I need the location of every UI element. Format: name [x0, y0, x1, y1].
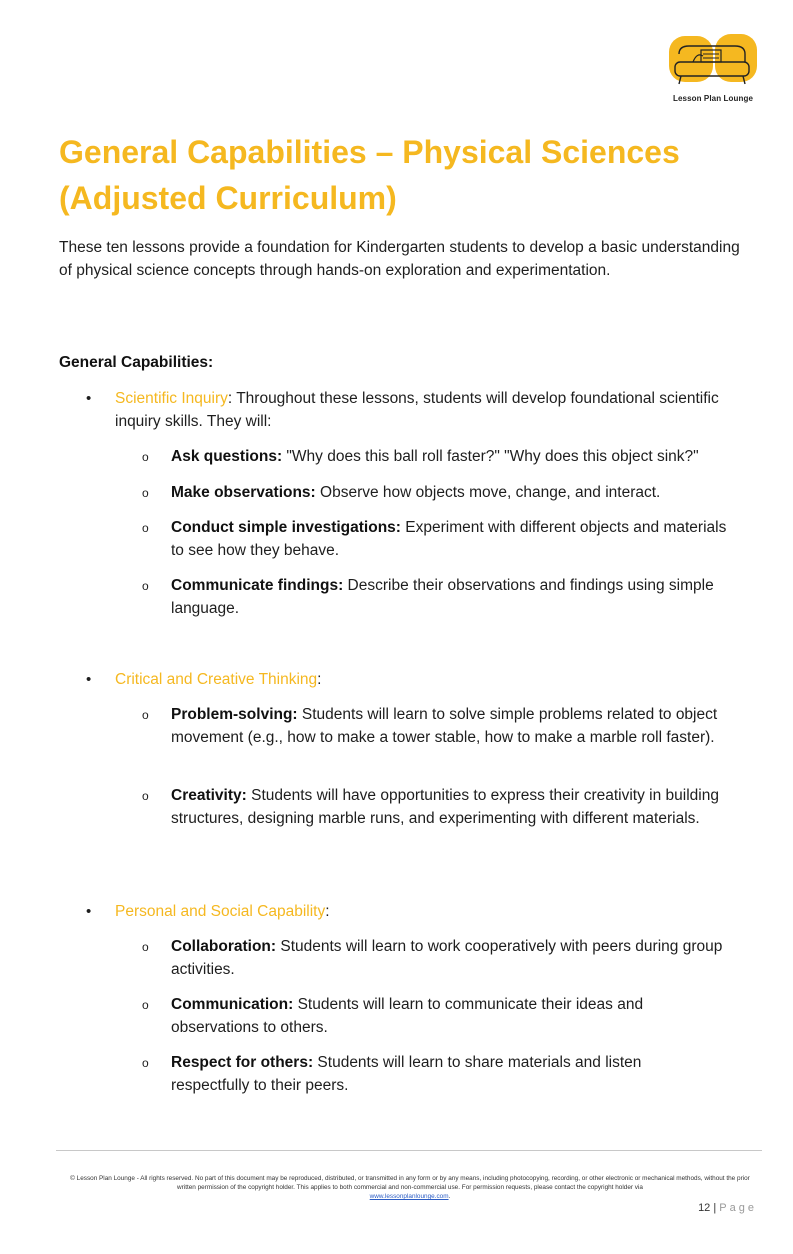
sub-item-text — [171, 784, 751, 830]
sub-item-term: Respect for others: — [171, 1054, 314, 1071]
sub-item-term: Collaboration: — [171, 938, 277, 955]
footer-legal-notice — [60, 1174, 760, 1201]
sub-item-text — [171, 445, 781, 468]
capability-desc: : Throughout these lessons, students will develop foundational scientific inquiry skills. They will: — [115, 390, 719, 430]
sub-item-desc: Describe their observations and findings using simple language. — [171, 577, 714, 617]
capability-name: Personal and Social Capability — [115, 903, 326, 920]
page-separator: | — [713, 1202, 717, 1214]
circle-bullet-icon: o — [142, 486, 149, 500]
bullet-icon: • — [86, 903, 92, 920]
legal-text: © Lesson Plan Lounge - All rights reserved. No part of this document may be reproduced, distributed, or transmitted in any form or by any means, including photocopying, recording, or other electronic or mechanical methods, without the prior written permission of the copyright holder. This applies to both commercial and non-commercial use. For permission requests, please contact the copyright holder via — [70, 1175, 750, 1191]
bullet-icon: • — [86, 671, 92, 688]
footer-period: . — [448, 1193, 451, 1200]
sub-item-text — [171, 993, 716, 1039]
capability-text — [115, 668, 735, 691]
sub-item-desc: Students will learn to communicate their ideas and observations to others. — [171, 996, 644, 1036]
general-capabilities-heading: General Capabilities: — [59, 354, 214, 371]
sub-item-term: Make observations: — [171, 484, 316, 501]
sub-item-text — [171, 1051, 716, 1097]
sub-item-text — [171, 574, 731, 620]
capability-desc: : — [325, 903, 330, 920]
sub-item-desc: Experiment with different objects and materials to see how they behave. — [171, 519, 727, 559]
sub-item-term: Problem-solving: — [171, 706, 298, 723]
capability-name: Critical and Creative Thinking — [115, 671, 318, 688]
sub-item-desc: "Why does this ball roll faster?" "Why does this object sink?" — [282, 448, 699, 465]
sub-item-term: Communication: — [171, 996, 294, 1013]
brand-name: Lesson Plan Lounge — [672, 94, 754, 103]
sub-item-term: Ask questions: — [171, 448, 283, 465]
capability-text — [115, 900, 735, 923]
sub-item-term: Conduct simple investigations: — [171, 519, 401, 536]
sub-item-text — [171, 935, 746, 981]
sub-item-text — [171, 703, 746, 749]
circle-bullet-icon: o — [142, 940, 149, 954]
sub-item-text — [171, 516, 731, 562]
circle-bullet-icon: o — [142, 789, 149, 803]
page-number — [698, 1202, 757, 1214]
intro-paragraph: These ten lessons provide a foundation for Kindergarten students to develop a basic understanding of physical science concepts through hands-on exploration and experimentation. — [59, 239, 740, 279]
sub-item-desc: Students will have opportunities to express their creativity in building structures, designing marble runs, and experimenting with different materials. — [171, 787, 719, 827]
sub-item-desc: Students will learn to work cooperatively with peers during group activities. — [171, 938, 723, 978]
circle-bullet-icon: o — [142, 708, 149, 722]
footer-divider — [56, 1150, 762, 1151]
page-word: Page — [719, 1202, 757, 1214]
circle-bullet-icon: o — [142, 579, 149, 593]
sub-item-desc: Students will learn to solve simple problems related to object movement (e.g., how to make a tower stable, how to make a marble roll faster). — [171, 706, 718, 746]
capability-name: Scientific Inquiry — [115, 390, 228, 407]
circle-bullet-icon: o — [142, 450, 149, 464]
page-number-value: 12 — [698, 1202, 711, 1214]
capability-desc: : — [317, 671, 322, 688]
sofa-icon — [669, 32, 757, 92]
page-title: General Capabilities – Physical Sciences (Adjusted Curriculum) — [59, 134, 680, 216]
sub-item-term: Creativity: — [171, 787, 247, 804]
sub-item-term: Communicate findings: — [171, 577, 344, 594]
sub-item-text — [171, 481, 761, 504]
sub-item-desc: Observe how objects move, change, and interact. — [315, 484, 661, 501]
website-link[interactable]: www.lessonplanlounge.com — [369, 1193, 449, 1200]
brand-logo — [665, 32, 761, 106]
circle-bullet-icon: o — [142, 521, 149, 535]
circle-bullet-icon: o — [142, 998, 149, 1012]
bullet-icon: • — [86, 390, 92, 407]
capability-text — [115, 387, 735, 433]
circle-bullet-icon: o — [142, 1056, 149, 1070]
sub-item-desc: Students will learn to share materials and listen respectfully to their peers. — [171, 1054, 642, 1094]
